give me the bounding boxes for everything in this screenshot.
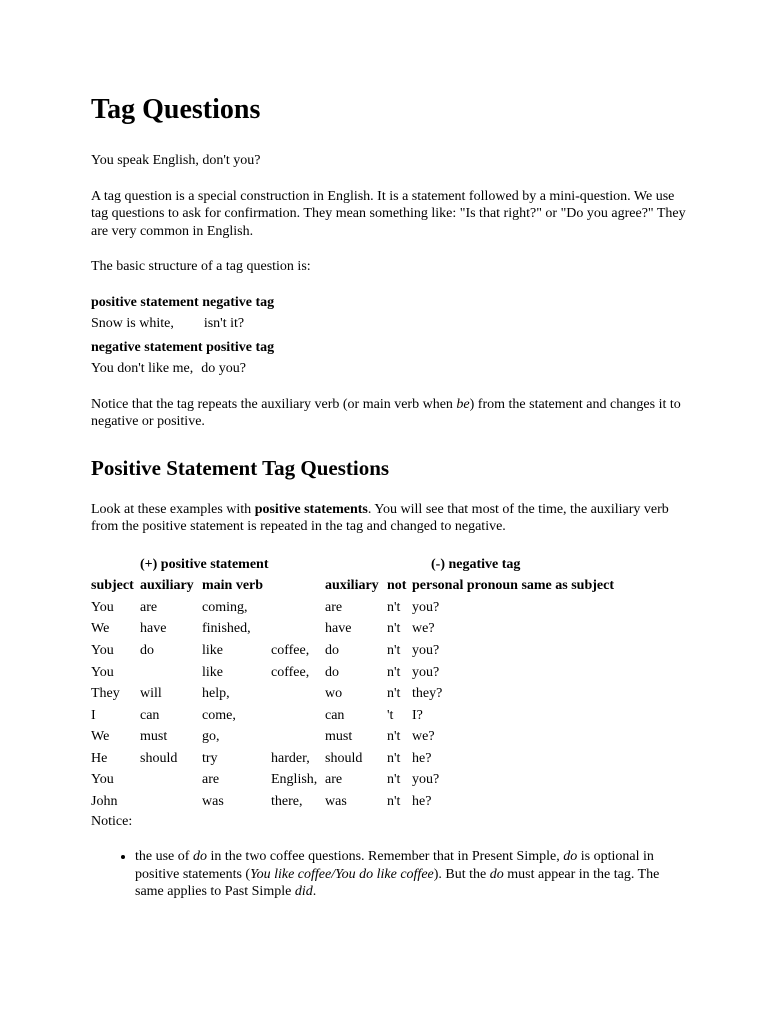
note-italic: did	[294, 884, 313, 900]
cell-pronoun: you?	[412, 642, 440, 658]
cell-not: n't	[387, 621, 401, 637]
cell-pronoun: you?	[412, 664, 440, 680]
column-header-not: not	[387, 578, 407, 594]
table-row	[91, 618, 672, 640]
table-row	[91, 661, 672, 683]
cell-pronoun: you?	[412, 599, 440, 615]
cell-not: 't	[387, 707, 394, 723]
cell-tag-auxiliary: do	[325, 642, 339, 658]
structure-intro: The basic structure of a tag question is:	[91, 259, 311, 274]
notice-paragraph	[91, 396, 691, 431]
note-italic: do	[489, 866, 504, 882]
note-text: .	[312, 884, 317, 900]
table-row	[91, 597, 672, 619]
tag-questions-table	[91, 554, 672, 813]
cell-subject: We	[91, 621, 110, 637]
section-intro-bold: positive statements	[254, 501, 368, 517]
list-item	[135, 848, 691, 901]
cell-auxiliary: do	[140, 642, 154, 658]
cell-subject: They	[91, 686, 120, 702]
section-intro	[91, 501, 691, 536]
negative-example-statement: You don't like me,	[91, 361, 194, 376]
cell-subject: You	[91, 642, 114, 658]
positive-group-header: (+) positive statement	[140, 556, 269, 572]
cell-tag-auxiliary: should	[325, 750, 363, 766]
column-header-main-verb: main verb	[202, 578, 264, 594]
note-text: ). But the	[433, 866, 490, 882]
cell-object	[271, 597, 325, 619]
cell-object: coffee,	[271, 642, 310, 658]
notice-italic: be	[456, 396, 470, 412]
table-group-spacer	[91, 554, 140, 576]
cell-subject: You	[91, 772, 114, 788]
cell-main-verb: go,	[202, 729, 220, 745]
cell-main-verb: help,	[202, 686, 230, 702]
cell-auxiliary: have	[140, 621, 167, 637]
cell-object: there,	[271, 794, 303, 810]
cell-main-verb: coming,	[202, 599, 248, 615]
cell-auxiliary: should	[140, 750, 178, 766]
note-text: is optional in positive statements (	[135, 849, 654, 882]
note-italic: You like coffee/You do like coffee	[250, 866, 434, 882]
intro-paragraph: A tag question is a special construction in English. It is a statement followed by a mini-question. We use tag questions to ask for confirmation. They mean something like: "Is that right?" or "Do you agree?" They are very common in English.	[91, 188, 686, 239]
cell-main-verb: are	[202, 772, 220, 788]
cell-auxiliary: are	[140, 599, 158, 615]
negative-example-tag: do you?	[201, 361, 246, 376]
cell-object: English,	[271, 772, 318, 788]
structure-block	[91, 294, 691, 378]
positive-structure-heading: positive statement negative tag	[91, 294, 275, 310]
cell-tag-auxiliary: do	[325, 664, 339, 680]
cell-object: coffee,	[271, 664, 310, 680]
notice-label: Notice:	[91, 813, 133, 829]
note-italic: do	[192, 849, 207, 865]
cell-subject: I	[91, 707, 96, 723]
note-text: in the two coffee questions. Remember that in Present Simple,	[206, 849, 564, 865]
notice-text-1: Notice that the tag repeats the auxiliary verb (or main verb when	[91, 396, 457, 412]
cell-not: n't	[387, 729, 401, 745]
table-row	[91, 683, 672, 705]
cell-main-verb: like	[202, 642, 223, 658]
notice-text-2: ) from the statement and changes it to negative or positive.	[91, 396, 681, 429]
cell-auxiliary: will	[140, 686, 162, 702]
cell-subject: You	[91, 664, 114, 680]
cell-subject: We	[91, 729, 110, 745]
cell-subject: He	[91, 750, 108, 766]
section-intro-text-1: Look at these examples with	[91, 501, 255, 517]
table-row	[91, 726, 672, 748]
cell-auxiliary	[140, 661, 202, 683]
cell-pronoun: we?	[412, 729, 435, 745]
cell-object	[271, 726, 325, 748]
cell-main-verb: like	[202, 664, 223, 680]
document-content	[91, 92, 691, 901]
cell-object	[271, 618, 325, 640]
table-group-header-row	[91, 554, 672, 576]
positive-example-statement: Snow is white,	[91, 316, 174, 331]
cell-main-verb: try	[202, 750, 218, 766]
cell-pronoun: he?	[412, 750, 432, 766]
table-row	[91, 748, 672, 770]
cell-not: n't	[387, 794, 401, 810]
example-intro: You speak English, don't you?	[91, 153, 261, 168]
cell-auxiliary: can	[140, 707, 160, 723]
note-italic: do	[563, 849, 578, 865]
column-header-subject: subject	[91, 578, 134, 594]
cell-auxiliary	[140, 791, 202, 813]
cell-object	[271, 683, 325, 705]
cell-object	[271, 705, 325, 727]
section-title: Positive Statement Tag Questions	[91, 455, 390, 480]
positive-example-tag: isn't it?	[203, 316, 245, 331]
cell-subject: John	[91, 794, 118, 810]
cell-not: n't	[387, 772, 401, 788]
column-header-tag-auxiliary: auxiliary	[325, 578, 379, 594]
cell-auxiliary: must	[140, 729, 168, 745]
positive-structure-example	[91, 315, 691, 333]
cell-not: n't	[387, 686, 401, 702]
column-header-auxiliary: auxiliary	[140, 578, 194, 594]
cell-not: n't	[387, 599, 401, 615]
cell-pronoun: you?	[412, 772, 440, 788]
table-row	[91, 640, 672, 662]
table-column-header-row	[91, 575, 672, 597]
table-row	[91, 705, 672, 727]
cell-object: harder,	[271, 750, 310, 766]
cell-pronoun: they?	[412, 686, 443, 702]
cell-tag-auxiliary: must	[325, 729, 353, 745]
cell-pronoun: he?	[412, 794, 432, 810]
cell-pronoun: we?	[412, 621, 435, 637]
cell-tag-auxiliary: have	[325, 621, 352, 637]
cell-tag-auxiliary: can	[325, 707, 345, 723]
negative-structure-heading: negative statement positive tag	[91, 339, 275, 355]
cell-main-verb: finished,	[202, 621, 251, 637]
cell-not: n't	[387, 750, 401, 766]
cell-not: n't	[387, 664, 401, 680]
negative-group-header	[325, 554, 672, 576]
column-header-object	[271, 575, 325, 597]
cell-tag-auxiliary: wo	[325, 686, 343, 702]
section-intro-text-2: . You will see that most of the time, the auxiliary verb from the positive statement is repeated in the tag and changed to negative.	[91, 501, 669, 534]
cell-main-verb: was	[202, 794, 224, 810]
cell-auxiliary	[140, 769, 202, 791]
table-row	[91, 791, 672, 813]
cell-tag-auxiliary: was	[325, 794, 347, 810]
table-row	[91, 769, 672, 791]
cell-tag-auxiliary: are	[325, 772, 343, 788]
cell-pronoun: I?	[412, 707, 423, 723]
note-text: the use of	[135, 849, 193, 865]
cell-subject: You	[91, 599, 114, 615]
cell-main-verb: come,	[202, 707, 236, 723]
notes-list	[91, 848, 691, 901]
column-header-pronoun: personal pronoun same as subject	[412, 578, 614, 594]
note-text: must appear in the tag. The same applies to Past Simple	[135, 866, 660, 900]
cell-tag-auxiliary: are	[325, 599, 343, 615]
cell-not: n't	[387, 642, 401, 658]
negative-group-label: (-) negative tag	[431, 556, 521, 572]
negative-structure-example	[91, 360, 691, 378]
page-title: Tag Questions	[91, 94, 261, 125]
